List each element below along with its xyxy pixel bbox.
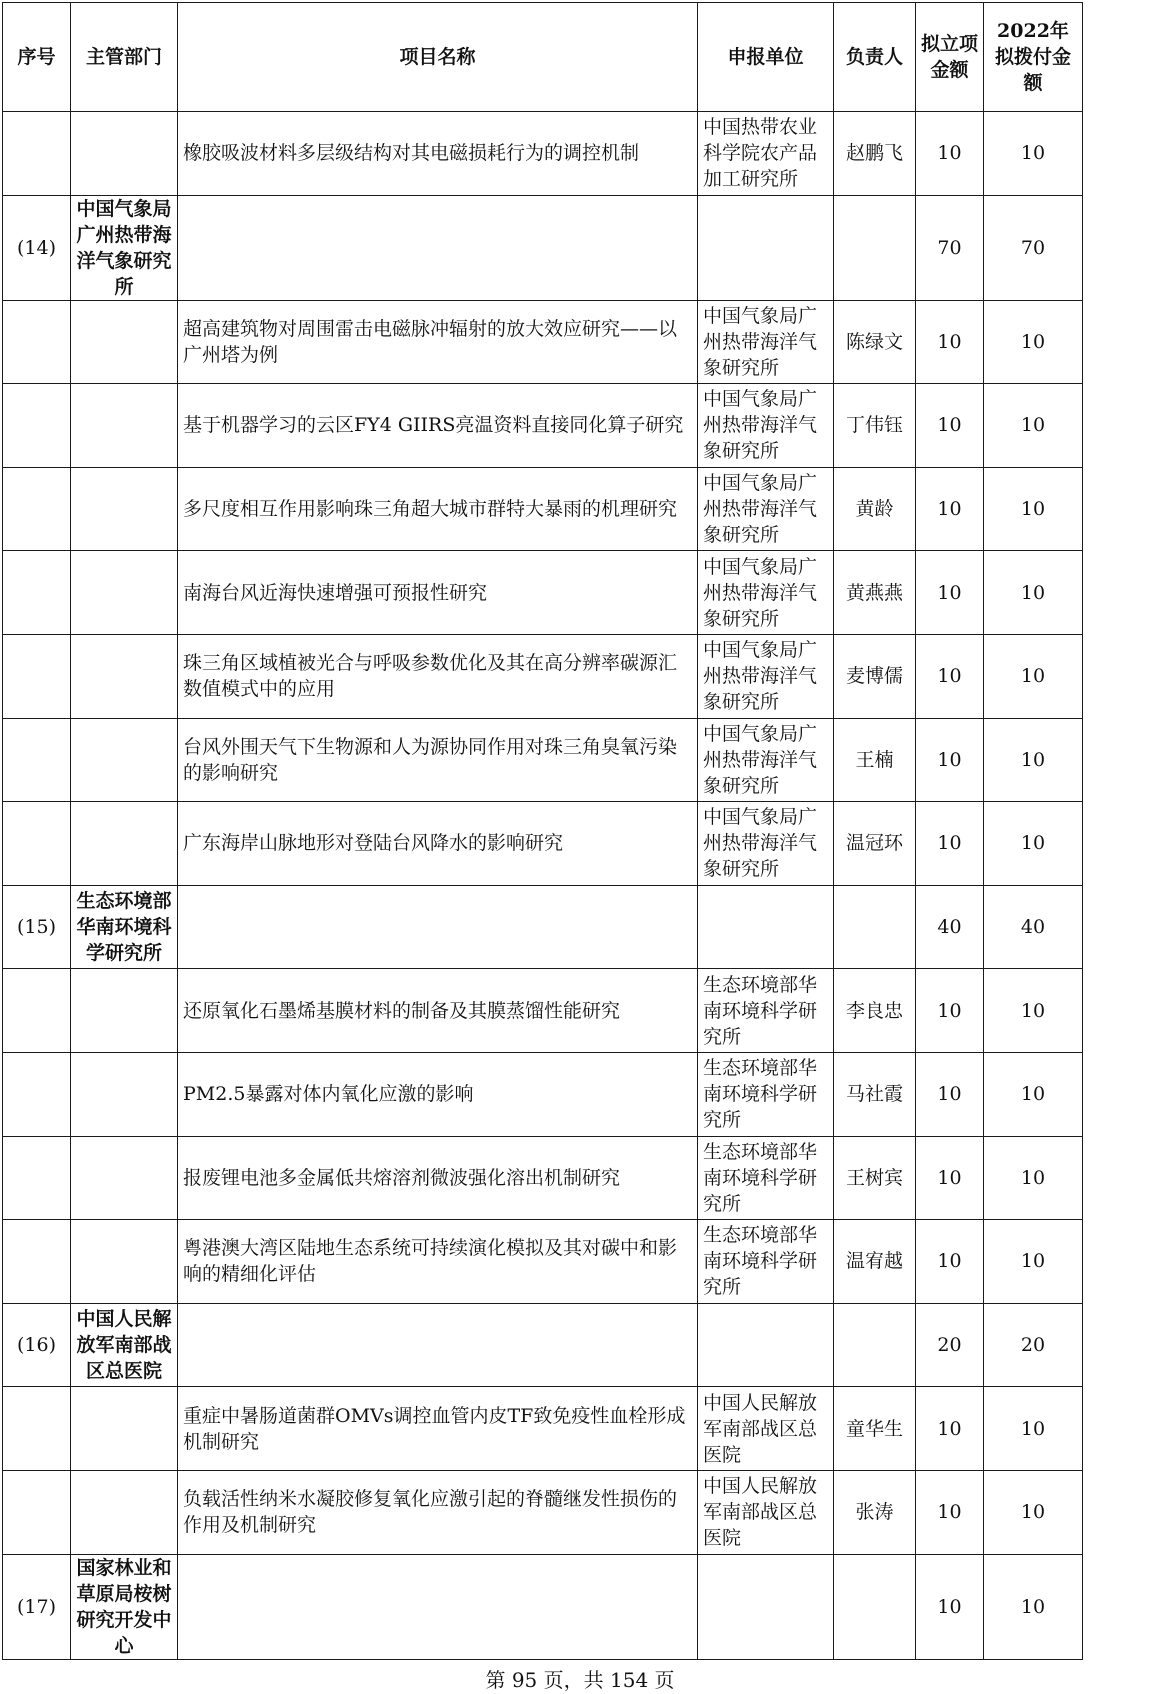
cell-unit (698, 1554, 834, 1659)
cell-payment: 10 (984, 1554, 1083, 1659)
cell-dept (71, 802, 178, 886)
cell-unit: 生态环境部华南环境科学研究所 (698, 1052, 834, 1136)
cell-amount: 10 (916, 300, 984, 384)
cell-project-name: 广东海岸山脉地形对登陆台风降水的影响研究 (178, 802, 698, 886)
page-number: 第 95 页，共 154 页 (485, 1668, 675, 1692)
cell-leader (834, 885, 916, 969)
table-row (3, 1052, 1083, 1136)
cell-dept (71, 384, 178, 468)
cell-amount: 10 (916, 802, 984, 886)
cell-leader: 张涛 (834, 1470, 916, 1554)
cell-amount: 20 (916, 1303, 984, 1387)
cell-leader: 温宥越 (834, 1220, 916, 1304)
cell-dept (71, 467, 178, 551)
cell-payment: 10 (984, 634, 1083, 718)
cell-seq (3, 1220, 71, 1304)
cell-seq: (16) (3, 1303, 71, 1387)
cell-amount: 10 (916, 384, 984, 468)
cell-amount: 70 (916, 195, 984, 300)
table-row (3, 634, 1083, 718)
header-seq: 序号 (3, 3, 71, 112)
cell-seq (3, 1470, 71, 1554)
cell-unit: 生态环境部华南环境科学研究所 (698, 1220, 834, 1304)
cell-payment: 10 (984, 1220, 1083, 1304)
cell-seq: (15) (3, 885, 71, 969)
cell-payment: 20 (984, 1303, 1083, 1387)
cell-unit (698, 885, 834, 969)
table-row (3, 802, 1083, 886)
cell-leader (834, 1554, 916, 1659)
cell-seq (3, 112, 71, 196)
cell-dept (71, 1387, 178, 1471)
cell-payment: 10 (984, 112, 1083, 196)
cell-dept: 生态环境部华南环境科学研究所 (71, 885, 178, 969)
table-row (3, 384, 1083, 468)
cell-unit: 生态环境部华南环境科学研究所 (698, 1136, 834, 1220)
dept-row (3, 885, 1083, 969)
cell-unit: 中国人民解放军南部战区总医院 (698, 1470, 834, 1554)
cell-seq (3, 1052, 71, 1136)
cell-leader: 王楠 (834, 718, 916, 802)
table-row (3, 1136, 1083, 1220)
table-row (3, 467, 1083, 551)
cell-leader: 麦博儒 (834, 634, 916, 718)
cell-leader: 丁伟钰 (834, 384, 916, 468)
cell-dept (71, 300, 178, 384)
cell-dept (71, 551, 178, 635)
table-row (3, 969, 1083, 1053)
cell-leader: 王树宾 (834, 1136, 916, 1220)
cell-dept (71, 969, 178, 1053)
cell-leader: 温冠环 (834, 802, 916, 886)
cell-project-name: 报废锂电池多金属低共熔溶剂微波强化溶出机制研究 (178, 1136, 698, 1220)
cell-leader: 黄龄 (834, 467, 916, 551)
cell-amount: 10 (916, 1470, 984, 1554)
cell-amount: 10 (916, 969, 984, 1053)
cell-project-name: 南海台风近海快速增强可预报性研究 (178, 551, 698, 635)
table-row (3, 1387, 1083, 1471)
header-amount: 拟立项金额 (916, 3, 984, 112)
cell-project-name: 珠三角区域植被光合与呼吸参数优化及其在高分辨率碳源汇数值模式中的应用 (178, 634, 698, 718)
cell-amount: 10 (916, 1554, 984, 1659)
cell-seq (3, 1387, 71, 1471)
cell-project-name (178, 195, 698, 300)
cell-amount: 10 (916, 1220, 984, 1304)
cell-seq (3, 718, 71, 802)
cell-payment: 40 (984, 885, 1083, 969)
cell-project-name: 粤港澳大湾区陆地生态系统可持续演化模拟及其对碳中和影响的精细化评估 (178, 1220, 698, 1304)
cell-unit: 中国热带农业科学院农产品加工研究所 (698, 112, 834, 196)
cell-payment: 10 (984, 718, 1083, 802)
cell-amount: 10 (916, 112, 984, 196)
cell-unit: 中国气象局广州热带海洋气象研究所 (698, 634, 834, 718)
cell-unit: 中国气象局广州热带海洋气象研究所 (698, 802, 834, 886)
cell-project-name: 重症中暑肠道菌群OMVs调控血管内皮TF致免疫性血栓形成机制研究 (178, 1387, 698, 1471)
cell-project-name: 橡胶吸波材料多层级结构对其电磁损耗行为的调控机制 (178, 112, 698, 196)
cell-project-name (178, 885, 698, 969)
header-row (3, 3, 1083, 112)
cell-dept (71, 112, 178, 196)
table-body (3, 112, 1083, 1660)
cell-payment: 10 (984, 1387, 1083, 1471)
table-row (3, 551, 1083, 635)
cell-dept: 国家林业和草原局桉树研究开发中心 (71, 1554, 178, 1659)
cell-payment: 10 (984, 802, 1083, 886)
cell-dept: 中国气象局广州热带海洋气象研究所 (71, 195, 178, 300)
cell-unit: 中国气象局广州热带海洋气象研究所 (698, 384, 834, 468)
cell-payment: 10 (984, 300, 1083, 384)
table-row (3, 718, 1083, 802)
cell-unit: 中国气象局广州热带海洋气象研究所 (698, 467, 834, 551)
cell-project-name: 基于机器学习的云区FY4 GIIRS亮温资料直接同化算子研究 (178, 384, 698, 468)
cell-seq: (14) (3, 195, 71, 300)
cell-leader: 赵鹏飞 (834, 112, 916, 196)
cell-project-name: 台风外围天气下生物源和人为源协同作用对珠三角臭氧污染的影响研究 (178, 718, 698, 802)
header-payment: 2022年拟拨付金额 (984, 3, 1083, 112)
cell-leader: 陈绿文 (834, 300, 916, 384)
cell-leader (834, 1303, 916, 1387)
cell-amount: 10 (916, 718, 984, 802)
cell-dept (71, 718, 178, 802)
cell-amount: 10 (916, 1387, 984, 1471)
cell-payment: 10 (984, 551, 1083, 635)
cell-amount: 10 (916, 634, 984, 718)
cell-project-name: 负载活性纳米水凝胶修复氧化应激引起的脊髓继发性损伤的作用及机制研究 (178, 1470, 698, 1554)
cell-seq (3, 634, 71, 718)
table-row (3, 300, 1083, 384)
cell-leader: 童华生 (834, 1387, 916, 1471)
cell-amount: 10 (916, 551, 984, 635)
cell-payment: 10 (984, 384, 1083, 468)
cell-dept (71, 634, 178, 718)
cell-leader: 马社霞 (834, 1052, 916, 1136)
cell-amount: 40 (916, 885, 984, 969)
cell-seq (3, 384, 71, 468)
dept-row (3, 195, 1083, 300)
cell-unit (698, 1303, 834, 1387)
cell-project-name: 多尺度相互作用影响珠三角超大城市群特大暴雨的机理研究 (178, 467, 698, 551)
cell-amount: 10 (916, 1052, 984, 1136)
cell-unit: 中国人民解放军南部战区总医院 (698, 1387, 834, 1471)
cell-unit (698, 195, 834, 300)
cell-payment: 10 (984, 467, 1083, 551)
dept-row (3, 1303, 1083, 1387)
cell-seq: (17) (3, 1554, 71, 1659)
cell-seq (3, 1136, 71, 1220)
cell-payment: 10 (984, 1052, 1083, 1136)
table-row (3, 1470, 1083, 1554)
cell-payment: 70 (984, 195, 1083, 300)
table-row (3, 112, 1083, 196)
cell-project-name: 还原氧化石墨烯基膜材料的制备及其膜蒸馏性能研究 (178, 969, 698, 1053)
cell-seq (3, 551, 71, 635)
cell-seq (3, 467, 71, 551)
header-dept: 主管部门 (71, 3, 178, 112)
cell-leader: 黄燕燕 (834, 551, 916, 635)
cell-dept: 中国人民解放军南部战区总医院 (71, 1303, 178, 1387)
cell-dept (71, 1470, 178, 1554)
header-leader: 负责人 (834, 3, 916, 112)
cell-project-name: 超高建筑物对周围雷击电磁脉冲辐射的放大效应研究——以广州塔为例 (178, 300, 698, 384)
table-row (3, 1220, 1083, 1304)
cell-leader (834, 195, 916, 300)
header-unit: 申报单位 (698, 3, 834, 112)
cell-unit: 中国气象局广州热带海洋气象研究所 (698, 551, 834, 635)
cell-dept (71, 1220, 178, 1304)
cell-seq (3, 969, 71, 1053)
cell-project-name (178, 1303, 698, 1387)
cell-seq (3, 300, 71, 384)
dept-row (3, 1554, 1083, 1659)
cell-unit: 中国气象局广州热带海洋气象研究所 (698, 300, 834, 384)
cell-unit: 中国气象局广州热带海洋气象研究所 (698, 718, 834, 802)
cell-dept (71, 1052, 178, 1136)
cell-payment: 10 (984, 1470, 1083, 1554)
cell-project-name (178, 1554, 698, 1659)
cell-dept (71, 1136, 178, 1220)
cell-payment: 10 (984, 1136, 1083, 1220)
cell-amount: 10 (916, 467, 984, 551)
cell-project-name: PM2.5暴露对体内氧化应激的影响 (178, 1052, 698, 1136)
cell-payment: 10 (984, 969, 1083, 1053)
header-name: 项目名称 (178, 3, 698, 112)
cell-unit: 生态环境部华南环境科学研究所 (698, 969, 834, 1053)
cell-seq (3, 802, 71, 886)
cell-leader: 李良忠 (834, 969, 916, 1053)
project-table (2, 2, 1083, 1660)
cell-amount: 10 (916, 1136, 984, 1220)
